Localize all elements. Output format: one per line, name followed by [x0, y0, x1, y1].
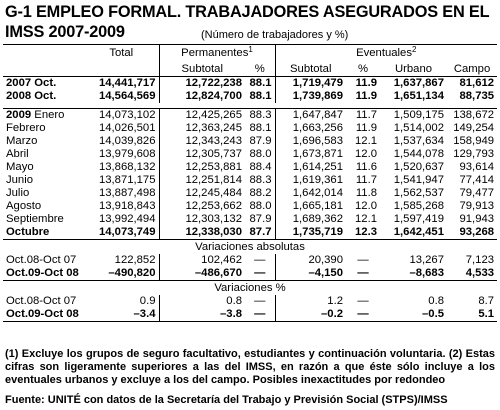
- table-cell: 12,425,265: [159, 109, 245, 123]
- row-label: Abril: [6, 148, 29, 160]
- note-2-marker: 2: [412, 45, 417, 54]
- table-cell: 88.2: [249, 187, 272, 199]
- table-cell: 87.9: [249, 213, 272, 225]
- data-table: [3, 44, 497, 322]
- table-cell: 14,073,749: [84, 226, 159, 240]
- row-label: Septiembre: [6, 213, 64, 225]
- table-row-annual: [3, 77, 497, 91]
- table-cell: 13,267: [409, 254, 444, 266]
- row-label: Junio: [6, 174, 34, 186]
- table-cell: 93,614: [459, 161, 495, 173]
- table-cell: 1,689,362: [275, 213, 346, 226]
- table-cell: 12,305,737: [185, 148, 242, 160]
- table-cell: 12,251,814: [185, 174, 242, 186]
- table-cell: 88,735: [459, 90, 495, 102]
- table-cell: 1,597,419: [393, 213, 444, 225]
- table-cell: 1,696,583: [275, 135, 346, 148]
- table-cell: 12,363,245: [185, 122, 242, 134]
- table-cell: 7,123: [465, 254, 495, 266]
- table-cell: —: [254, 254, 266, 266]
- table-cell: 81,612: [447, 77, 497, 91]
- table-cell: –3.4: [84, 308, 159, 322]
- table-cell: 1,647,847: [275, 109, 346, 123]
- table-cell: 1,637,867: [380, 77, 447, 91]
- header-row-groups: [3, 45, 497, 63]
- table-cell: 102,462: [201, 254, 242, 266]
- section-label: Variaciones %: [3, 281, 497, 296]
- table-cell: 1,544,078: [393, 148, 444, 160]
- table-cell: 88.1: [249, 122, 272, 134]
- table-row-abs: [3, 254, 497, 267]
- row-label: Oct.09-Oct 08: [3, 308, 84, 322]
- table-cell: —: [254, 295, 266, 307]
- table-cell: —: [357, 295, 369, 307]
- table-cell: 14,564,569: [84, 90, 159, 103]
- table-cell: –486,670: [194, 267, 242, 279]
- table-cell: 1,541,947: [393, 174, 444, 186]
- table-cell: 1,673,871: [275, 148, 346, 161]
- table-cell: 14,039,826: [84, 135, 159, 148]
- table-cell: 12,253,881: [185, 161, 242, 173]
- table-cell: 1,562,537: [393, 187, 444, 199]
- table-cell: 0.8: [226, 295, 242, 307]
- table-cell: 93,268: [459, 226, 495, 238]
- table-cell: 1,614,251: [275, 161, 346, 174]
- table-row-month: [3, 122, 497, 135]
- table-row-month: [3, 174, 497, 187]
- table-row-pct: [3, 295, 497, 308]
- table-cell: 8.7: [478, 295, 495, 307]
- table-cell: —: [245, 308, 275, 322]
- table-cell: 14,073,102: [84, 109, 159, 123]
- header-subtotal-event: Subtotal: [275, 62, 346, 77]
- table-cell: –0.5: [380, 308, 447, 322]
- table-cell: 1,735,719: [275, 226, 346, 240]
- table-cell: 12.0: [355, 148, 377, 160]
- header-urbano: Urbano: [394, 63, 433, 75]
- table-cell: 1,520,637: [393, 161, 444, 173]
- table-cell: 138,672: [447, 109, 497, 123]
- row-label: 2008 Oct.: [6, 90, 57, 102]
- table-cell: 11.9: [346, 77, 380, 91]
- table-row-octubre: [3, 226, 497, 240]
- section-variaciones-absolutas: [3, 240, 497, 255]
- table-cell: 4,533: [465, 267, 495, 279]
- table-cell: —: [357, 254, 369, 266]
- table-cell: 1,514,002: [393, 122, 444, 134]
- table-cell: —: [357, 267, 369, 279]
- header-permanentes: Permanentes$^1$: [159, 45, 275, 63]
- table-cell: 13,868,132: [84, 161, 159, 174]
- table-cell: 0.9: [84, 295, 159, 308]
- header-row-columns: [3, 62, 497, 77]
- row-label: Julio: [6, 187, 30, 199]
- table-cell: 88.1: [249, 90, 272, 102]
- table-cell: 11.9: [355, 90, 377, 102]
- table-cell: —: [346, 308, 380, 322]
- row-label: Mayo: [6, 161, 34, 173]
- table-cell: 11.6: [355, 161, 377, 173]
- table-cell: 12.1: [355, 213, 377, 225]
- footnotes: (1) Excluye los grupos de seguro facultativo, estudiantes y continuación voluntaria. (2) Estas cifras son ligeramente superiores a las del IMSS, en razón a que éste sólo incluye a los eventuales urbanos y excluye a los del campo. Posibles inexactitudes por redondeo: [5, 348, 495, 386]
- row-label: Oct.08-Oct 07: [6, 254, 77, 266]
- table-cell: –490,820: [84, 267, 159, 281]
- table-cell: 12,824,700: [185, 90, 242, 102]
- table-cell: 12.3: [355, 226, 377, 238]
- table-row-month: [3, 200, 497, 213]
- table-cell: 5.1: [447, 308, 497, 322]
- table-cell: –0.2: [275, 308, 346, 322]
- table-cell: 1.2: [275, 295, 346, 308]
- table-cell: 122,852: [84, 254, 159, 267]
- header-total: Total: [84, 45, 159, 63]
- table-cell: 1,665,181: [275, 200, 346, 213]
- page-title: G-1 EMPLEO FORMAL. TRABAJADORES ASEGURADOS EN EL: [5, 2, 490, 21]
- row-label: Febrero: [6, 122, 46, 134]
- table-cell: 14,441,717: [84, 77, 159, 91]
- table-cell: 20,390: [275, 254, 346, 267]
- table-cell: 12,245,484: [185, 187, 242, 199]
- table-cell: 1,739,869: [275, 90, 346, 103]
- table-cell: 13,918,843: [84, 200, 159, 213]
- subtitle: (Número de trabajadores y %): [201, 29, 349, 41]
- table-cell: 88.0: [249, 148, 272, 160]
- table-cell: 1,619,361: [275, 174, 346, 187]
- table-cell: –4,150: [275, 267, 346, 281]
- table-cell: 129,793: [453, 148, 495, 160]
- table-cell: 11.7: [346, 109, 380, 123]
- row-label: Oct.09-Oct 08: [6, 267, 79, 279]
- table-cell: 13,992,494: [84, 213, 159, 226]
- table-cell: 87.7: [249, 226, 272, 238]
- table-cell: 12,253,662: [185, 200, 242, 212]
- month-label: Enero: [34, 109, 65, 121]
- table-row-pct: [3, 308, 497, 322]
- table-cell: 1,719,479: [275, 77, 346, 91]
- table-cell: 11.7: [355, 174, 377, 186]
- row-label: Agosto: [6, 200, 42, 212]
- header-pct-event: %: [357, 63, 369, 75]
- table-cell: –8,683: [409, 267, 444, 279]
- table-cell: 79,913: [459, 200, 495, 212]
- table-cell: —: [254, 267, 266, 279]
- source-line: Fuente: UNITÉ con datos de la Secretaría del Trabajo y Previsión Social (STPS)/IMSS: [5, 394, 448, 406]
- row-label: 2007 Oct.: [3, 77, 84, 91]
- table-cell: 77,414: [459, 174, 495, 186]
- table-row-month: [3, 187, 497, 200]
- table-cell: 14,026,501: [84, 122, 159, 135]
- table-cell: 87.9: [249, 135, 272, 147]
- table-row-month: [3, 161, 497, 174]
- header-eventuales: Eventuales$^2$: [275, 45, 497, 63]
- table-cell: 1,585,268: [393, 200, 444, 212]
- table-cell: 12.0: [355, 200, 377, 212]
- table-cell: 11.9: [355, 122, 377, 134]
- table-cell: 12,338,030: [185, 226, 242, 238]
- table-cell: 88.0: [249, 200, 272, 212]
- table-cell: 12,303,132: [185, 213, 242, 225]
- section-label: Variaciones absolutas: [3, 240, 497, 255]
- row-label: [3, 109, 84, 123]
- table-cell: 1,663,256: [275, 122, 346, 135]
- table-row-annual: [3, 90, 497, 103]
- table-cell: 11.8: [355, 187, 377, 199]
- table-cell: 13,979,608: [84, 148, 159, 161]
- table-row-abs: [3, 267, 497, 281]
- table-cell: 1,651,134: [393, 90, 444, 102]
- table-cell: 88.3: [245, 109, 275, 123]
- row-label: Marzo: [6, 135, 38, 147]
- table-cell: –3.8: [159, 308, 245, 322]
- year-label: 2009: [6, 109, 35, 121]
- table-cell: 0.8: [428, 295, 444, 307]
- table-row-month: [3, 135, 497, 148]
- table-cell: 1,642,014: [275, 187, 346, 200]
- table-cell: 13,887,498: [84, 187, 159, 200]
- table-cell: 79,477: [459, 187, 495, 199]
- table-row-month: [3, 109, 497, 123]
- table-cell: 1,537,634: [393, 135, 444, 147]
- table-cell: 13,871,175: [84, 174, 159, 187]
- table-row-month: [3, 148, 497, 161]
- section-variaciones-pct: [3, 281, 497, 296]
- table-cell: 12,343,243: [185, 135, 242, 147]
- page-title-line2: IMSS 2007-2009: [5, 22, 125, 41]
- table-cell: 1,642,451: [393, 226, 444, 238]
- row-label: Octubre: [6, 226, 50, 238]
- table-cell: 91,943: [459, 213, 495, 225]
- header-subtotal-perm: Subtotal: [181, 63, 223, 75]
- table-cell: 88.1: [245, 77, 275, 91]
- table-cell: 149,254: [453, 122, 495, 134]
- table-row-month: [3, 213, 497, 226]
- note-1-marker: 1: [248, 45, 253, 54]
- table-cell: 1,509,175: [380, 109, 447, 123]
- row-label: Oct.08-Oct 07: [6, 295, 77, 307]
- header-campo: Campo: [453, 63, 491, 75]
- table-cell: 88.3: [249, 174, 272, 186]
- header-pct-perm: %: [254, 63, 265, 75]
- table-cell: 88.4: [249, 161, 272, 173]
- table-cell: 12,722,238: [159, 77, 245, 91]
- table-cell: 12.1: [355, 135, 377, 147]
- table-cell: 158,949: [453, 135, 495, 147]
